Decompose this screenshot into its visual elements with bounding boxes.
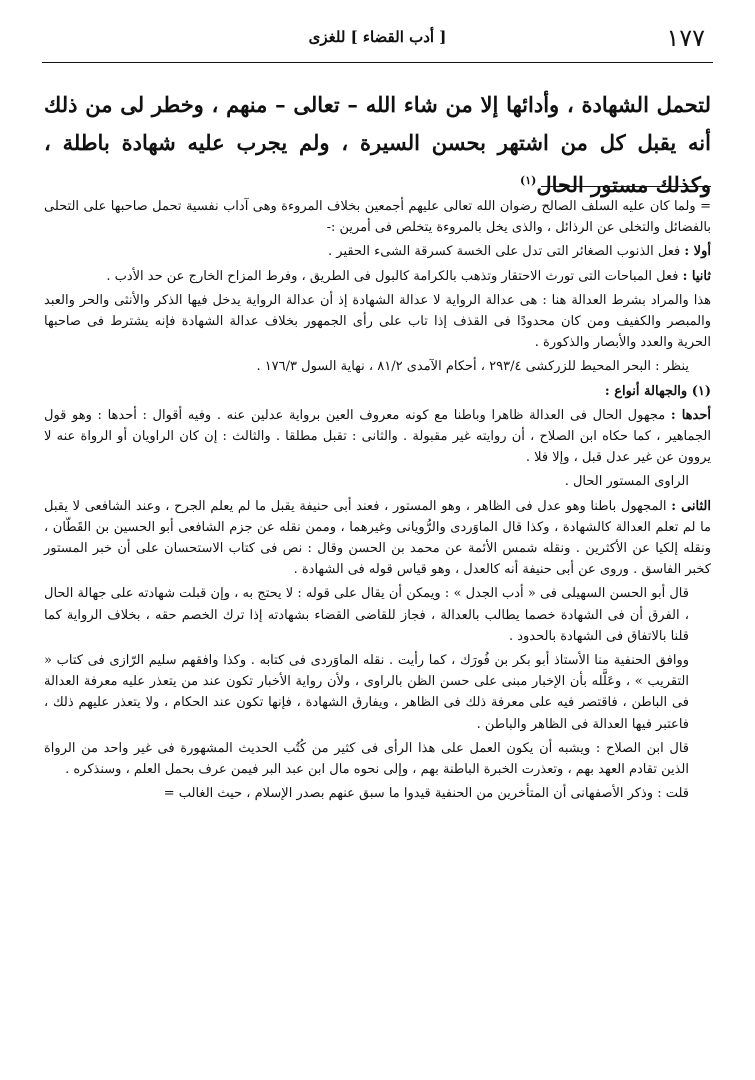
- footnote-paragraph: قال ابن الصلاح : ويشبه أن يكون العمل على هذا الرأى فى كثير من كُتُب الحديث المشهورة فى غير واحد من الرواة الذين تقادم العهد بهم ، وتعذرت الخبرة الباطنة بهم ، وإلى نحوه مال ابن عبد البر فيمن عرف بحمل العلم ، وسنذكره .: [44, 740, 689, 778]
- page-header: [40, 22, 715, 56]
- citation-line: ينظر : البحر المحيط للزركشى ٢٩٣/٤ ، أحكام الآمدى ٨١/٢ ، نهاية السول ١٧٦/٣ .: [256, 359, 689, 375]
- footnote-paragraph: ثانيا : فعل المباحات التى تورث الاحتقار وتذهب بالكرامة كالبول فى الطريق ، وفرط المزاح الخارج عن حد الأدب .: [106, 268, 711, 284]
- footnote-label: الثانى :: [671, 498, 711, 514]
- footnote-paragraph: قلت : وذكر الأصفهانى أن المتأخرين من الحنفية قيدوا ما سبق عنهم بصدر الإسلام ، حيث الغالب =: [163, 786, 689, 802]
- footnote-label: أحدها :: [670, 407, 711, 423]
- footnotes: [44, 196, 711, 807]
- footnote-heading: (١) والجهالة أنواع :: [604, 383, 711, 399]
- footnote-paragraph: ووافق الحنفية منا الأستاذ أبو بكر بن فُورَك ، كما رأيت . نقله الماوَردى فى كتابه . وكذا وافقهم سليم الرّازى فى كتاب « التقريب » ، وعَلَّله بأن الإخبار مبنى على حسن الظن بالراوى ، ولأن رواية الأخبار تكون عند من يتعذر عليه معرفة العدالة فى الباطن ، فاقتصر فيه على معرفة ذلك فى الظاهر ، ويفارق الشهادة ، فإنها تكون عند الحكام ، ولا يتعذر عليهم ذلك ، فاعتبر فيها العدالة فى الظاهر والباطن .: [44, 653, 689, 732]
- main-paragraph: لتحمل الشهادة ، وأدائها إلا من شاء الله – تعالى – منهم ، وخطر لى من ذلك أنه يقبل كل من اشتهر بحسن السيرة ، ولم يجرب عليه شهادة باطلة ، وكذلك مستور الحال: [44, 92, 711, 197]
- footnote-paragraph: الثانى : المجهول باطنا وهو عدل فى الظاهر ، وهو المستور ، فعند أبى حنيفة يقبل ما لم يعلم الجرح ، وعند الشافعى لا يقبل ما لم تعلم العدالة كالشهادة ، وكذا قال الماوَردى والرُّويانى وغيرهما ، وممن نقله عن جزم الشافعى أبو الحسين بن القَطّان ، ونقله إلكيا عن الأكثرين . ونقله شمس الأئمة عن محمد بن الحسن وقال : نص فى كتاب الاستحسان على أن خبر المستور كخبر الفاسق . وروى عن أبى حنيفة أنه كالعدل ، وهو قياس قوله فى الشهادة .: [44, 498, 711, 578]
- page-number: ١٧٧: [666, 24, 705, 52]
- header-rule: [42, 62, 713, 63]
- running-title: [ أدب القضاء ] للغزى: [308, 28, 447, 46]
- footnote-paragraph: أحدها : مجهول الحال فى العدالة ظاهرا وباطنا مع كونه معروف العين برواية عدلين عنه . وفيه أقوال : أحدها : وهو قول الجماهير ، كما حكاه ابن الصلاح ، أن روايته غير مقبولة . والثانى : تقبل مطلقا . والثالث : إن كان الراويان أو الرواة عنه لا يروون عن غير عدل قبل ، وإلا فلا .: [44, 407, 711, 466]
- footnote-rule: [541, 186, 711, 187]
- footnote-label: ثانيا :: [682, 268, 711, 284]
- footnote-paragraph: قال أبو الحسن السهيلى فى « أدب الجدل » : ويمكن أن يقال على قوله : لا يحتج به ، وإن قبلت شهادته على جهالة الحال ، الفرق أن فى الشهادة خصما يطالب بالعدالة ، فجاز للقاضى القضاء بشهادته إذا ترك الخصم حقه ، بخلاف الرواية كما قلنا بالاتفاق فى الشهادة بالحدود .: [44, 586, 689, 644]
- footnote-paragraph: الراوى المستور الحال .: [564, 474, 689, 490]
- footnote-paragraph: هذا والمراد بشرط العدالة هنا : هى عدالة الرواية لا عدالة الشهادة إذ أن عدالة الرواية يدخل فيها الذكر والأنثى والحر والعبد والمبصر والكفيف ومن كان محدودًا فى القذف إذا تاب على رأى الجمهور بخلاف عدالة الشهادة فإنه يشترط فى صاحبها الحرية والعدد والأبصار والذكورة .: [44, 292, 711, 351]
- footnote-label: أولا :: [684, 244, 711, 260]
- footnote-reference: (١): [520, 174, 537, 187]
- footnote-paragraph: أولا : فعل الذنوب الصغائر التى تدل على الخسة كسرقة الشىء الحقير .: [328, 244, 711, 260]
- footnote-paragraph: = ولما كان عليه السلف الصالح رضوان الله تعالى عليهم أجمعين بخلاف المروءة وهى آداب نفسية تحمل صاحبها على التحلى بالفضائل والتخلى عن الرذائل ، والذى يخل بالمروءة يتخلص فى أمرين :-: [44, 199, 711, 236]
